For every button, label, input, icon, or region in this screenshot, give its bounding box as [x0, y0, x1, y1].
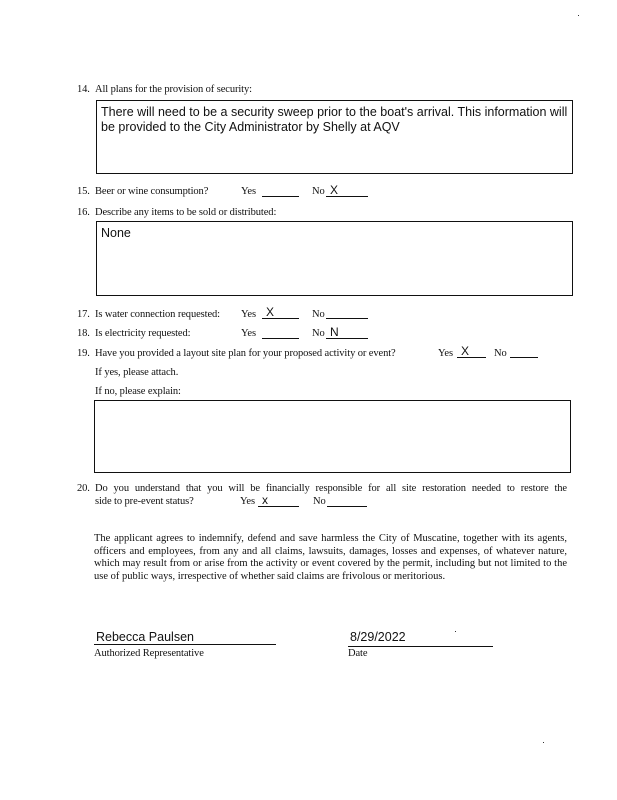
- question-20-label-line1: Do you understand that you will be financially responsible for all site restoration needed to restore the: [95, 483, 567, 494]
- question-19-label: Have you provided a layout site plan for your proposed activity or event?: [95, 348, 396, 359]
- water-connection-yes-field[interactable]: X: [262, 307, 299, 319]
- question-20-label-line2: side to pre-event status?: [95, 496, 194, 507]
- scan-speck: [455, 631, 456, 632]
- question-17-number: 17.: [77, 309, 90, 320]
- question-15-label: Beer or wine consumption?: [95, 186, 209, 197]
- representative-signature-line: [94, 630, 276, 645]
- beer-wine-yes-field[interactable]: [262, 185, 299, 197]
- question-19-number: 19.: [77, 348, 90, 359]
- question-20-no-label: No: [313, 496, 326, 507]
- question-17-no-label: No: [312, 309, 325, 320]
- question-17-label: Is water connection requested:: [95, 309, 220, 320]
- if-no-instruction: If no, please explain:: [95, 386, 181, 397]
- date-label: Date: [348, 648, 368, 659]
- question-19-yes-label: Yes: [438, 348, 453, 359]
- question-19-no-label: No: [494, 348, 507, 359]
- question-16-label: Describe any items to be sold or distributed:: [95, 207, 277, 218]
- restoration-yes-field[interactable]: x: [258, 495, 299, 507]
- water-connection-no-field[interactable]: [326, 307, 368, 319]
- question-15-no-label: No: [312, 186, 325, 197]
- question-15-number: 15.: [77, 186, 90, 197]
- electricity-no-field[interactable]: N: [326, 327, 368, 339]
- question-18-no-label: No: [312, 328, 325, 339]
- site-plan-no-field[interactable]: [510, 346, 538, 358]
- representative-label: Authorized Representative: [94, 648, 204, 659]
- question-18-yes-label: Yes: [241, 328, 256, 339]
- representative-name[interactable]: Rebecca Paulsen: [96, 630, 194, 644]
- site-plan-explanation-field[interactable]: [94, 400, 571, 473]
- scan-speck: [543, 742, 544, 743]
- date-signature-line: [348, 632, 493, 647]
- question-15-yes-label: Yes: [241, 186, 256, 197]
- question-14-label: All plans for the provision of security:: [95, 84, 252, 95]
- signature-date[interactable]: 8/29/2022: [350, 630, 406, 644]
- electricity-yes-field[interactable]: [262, 327, 299, 339]
- question-18-number: 18.: [77, 328, 90, 339]
- question-16-number: 16.: [77, 207, 90, 218]
- scan-speck: [578, 15, 579, 16]
- question-20-number: 20.: [77, 483, 90, 494]
- if-yes-instruction: If yes, please attach.: [95, 367, 179, 378]
- question-17-yes-label: Yes: [241, 309, 256, 320]
- question-14-number: 14.: [77, 84, 90, 95]
- restoration-no-field[interactable]: [327, 495, 367, 507]
- indemnity-statement: The applicant agrees to indemnify, defend and save harmless the City of Muscatine, together with its agents, officers and employees, from any and all claims, lawsuits, damages, losses and expenses, of whatever nature, which may result from or arise from the activity or event covered by the permit, including but not limited to the use of public ways, irrespective of whether said claims are frivolous or meritorious.: [94, 533, 567, 582]
- beer-wine-no-field[interactable]: X: [326, 185, 368, 197]
- question-20-yes-label: Yes: [240, 496, 255, 507]
- items-sold-field[interactable]: None: [96, 221, 573, 296]
- security-plans-field[interactable]: There will need to be a security sweep prior to the boat's arrival. This information will be provided to the City Administrator by Shelly at AQV: [96, 100, 573, 174]
- site-plan-yes-field[interactable]: X: [457, 346, 486, 358]
- question-18-label: Is electricity requested:: [95, 328, 191, 339]
